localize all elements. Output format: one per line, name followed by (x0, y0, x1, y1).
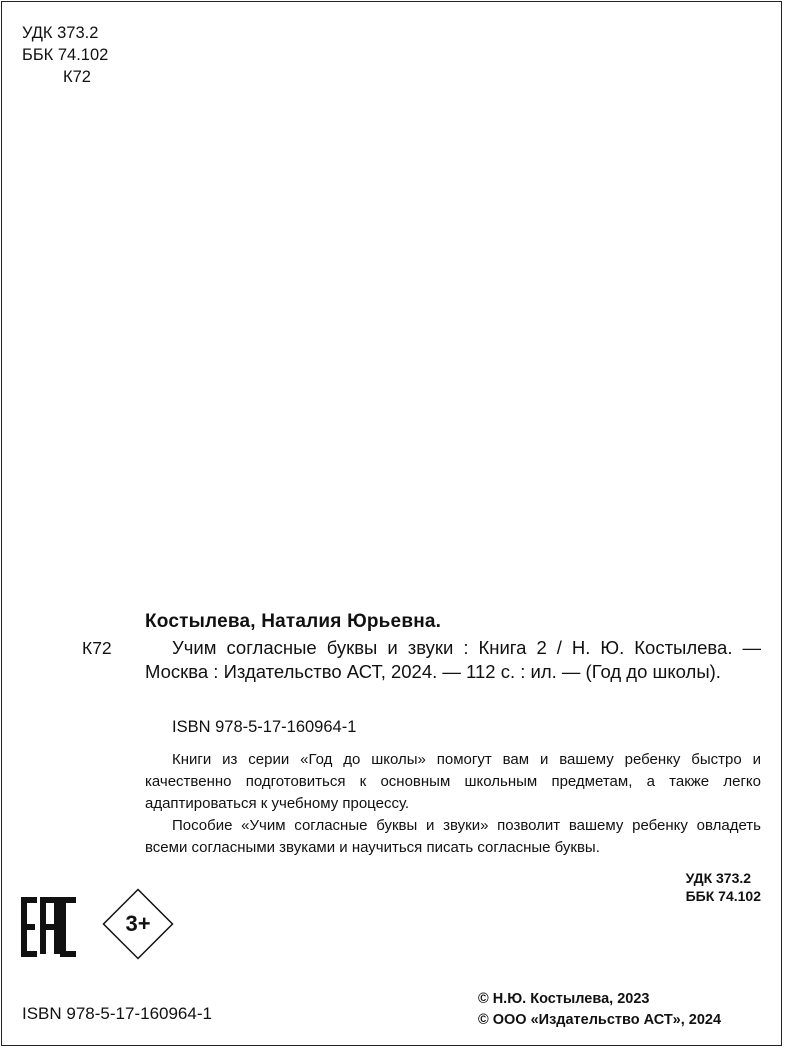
annotation (145, 749, 761, 859)
copyright-publisher: © ООО «Издательство АСТ», 2024 (478, 1012, 722, 1028)
bibliographic-description (145, 636, 761, 683)
bbk-code-bottom: ББК 74.102 (685, 888, 761, 904)
top-classification-codes (22, 22, 108, 88)
udk-code: УДК 373.2 (22, 24, 99, 42)
annotation-paragraph: Книги из серии «Год до школы» помогут вам и вашему ребенку быстро и качественно подготовиться к основным школьным предметам, а также легко адаптироваться к учебному процессу. (145, 751, 761, 812)
age-rating-label: 3+ (125, 911, 151, 936)
bottom-classification-codes (686, 869, 761, 905)
bibliographic-text: Учим согласные буквы и звуки : Книга 2 / Н. Ю. Костылева. — Москва : Издательство АСТ, 2024. — 112 с. : ил. — (Год до школы). (145, 637, 761, 682)
copyright-block (478, 989, 721, 1031)
bbk-code: ББК 74.102 (22, 46, 109, 64)
copyright-author: © Н.Ю. Костылева, 2023 (478, 991, 650, 1007)
annotation-paragraph: Пособие «Учим согласные буквы и звуки» позволит вашему ребенку овладеть всеми согласными звуками и научиться писать согласные буквы. (145, 817, 761, 856)
cutter-mark: К72 (82, 638, 112, 658)
eac-mark-icon (21, 897, 79, 957)
udk-code-bottom: УДК 373.2 (685, 870, 752, 886)
isbn-footer: ISBN 978-5-17-160964-1 (22, 1004, 212, 1023)
author-heading: Костылева, Наталия Юрьевна. (145, 611, 442, 632)
isbn-record: ISBN 978-5-17-160964-1 (172, 718, 357, 736)
cutter-code: К72 (63, 68, 91, 86)
